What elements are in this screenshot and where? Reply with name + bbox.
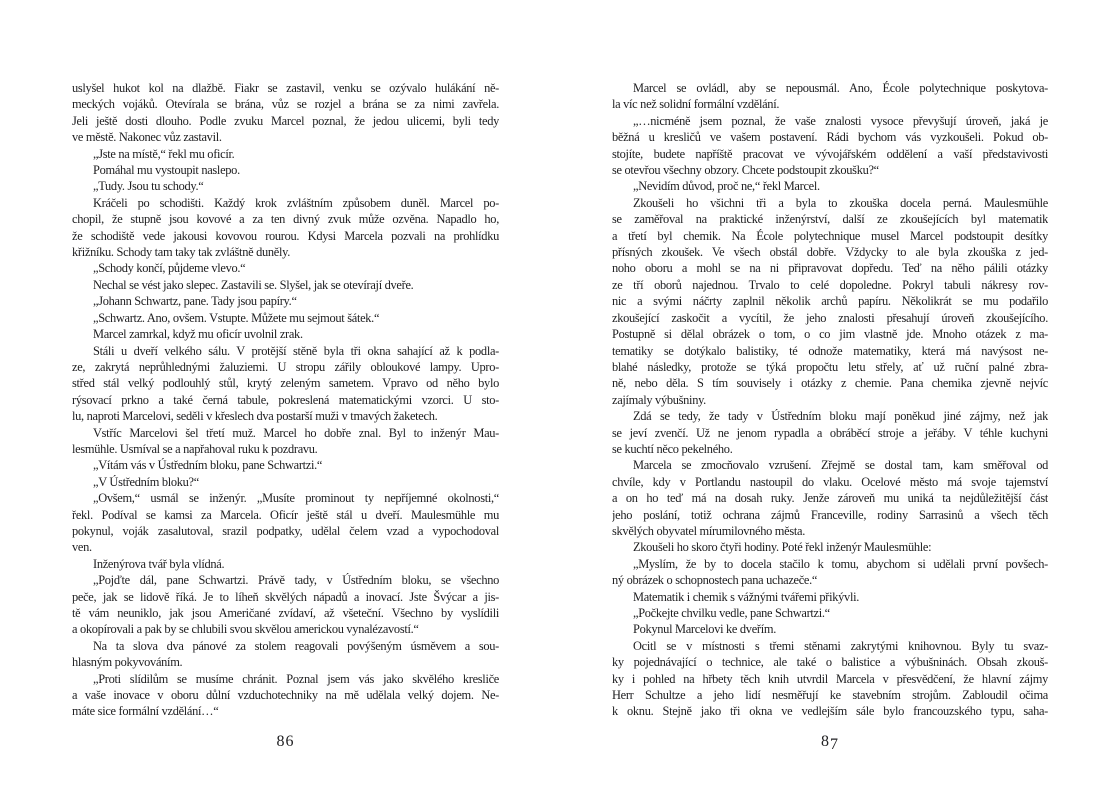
- right-page: [612, 0, 1048, 800]
- text-line: zajímaly výbušniny.: [612, 392, 706, 407]
- text-line: Zkoušeli ho skoro čtyři hodiny. Poté řekl inženýr Maulesmühle:: [633, 540, 932, 555]
- text-line: blahé následky, protože se týká propočtu letu střely, ať už ruční palné zbra-: [612, 359, 1048, 374]
- text-line: lu, naproti Marcelovi, seděli v křeslech dva postarší muži v tmavých žaketech.: [72, 409, 438, 424]
- text-line: Zdá se tedy, že tady v Ústředním bloku mají poněkud jiné zájmy, než jak: [633, 409, 1048, 424]
- text-line: ky pojednávající o technice, ale také o balistice a výbušninách. Obsah zkouš-: [612, 655, 1048, 670]
- text-line: Jeli ještě dosti dlouho. Podle zvuku Marcel poznal, že jedou ulicemi, byli tedy: [72, 113, 499, 128]
- text-line: „Tudy. Jsou tu schody.“: [93, 179, 204, 194]
- text-line: „Počkejte chvilku vedle, pane Schwartzi.“: [633, 606, 830, 620]
- text-line: Na ta slova dva pánové za stolem reagovali povýšeným úsměvem a sou-: [93, 638, 499, 653]
- text-line: la víc než solidní formální vzdělání.: [612, 97, 780, 112]
- text-line: a on ho teď má na dosah ruky. Jenže zároveň mu uniká ta nejdůležitější část: [612, 491, 1048, 506]
- text-line: ky i pohled na hřbety těch knih utvrdil Marcela v přesvědčení, že hlavní zájmy: [612, 671, 1048, 686]
- text-line: ze tří oborů najednou. Trvalo to celé dopoledne. Pokryl tabuli nákresy rov-: [612, 277, 1048, 292]
- text-line: „Vítám vás v Ústředním bloku, pane Schwartzi.“: [93, 458, 323, 473]
- text-line: a třetí byl chemik. Na École polytechnique musel Marcel podstoupit desítky: [612, 228, 1048, 243]
- text-line: Stáli u dveří velkého sálu. V protější stěně byla tři okna sahající až k podla-: [93, 343, 499, 358]
- text-line: máte sice formální vzdělání…“: [72, 704, 219, 719]
- text-line: rýsovací prkno a také černá tabule, pokreslená matematickými vzorci. U sto-: [72, 392, 499, 407]
- text-line: „Schwartz. Ano, ovšem. Vstupte. Můžete mu sejmout šátek.“: [93, 310, 380, 325]
- text-line: ně, nebo děla. S tím souvisely i otázky z chemie. Pana chemika zjevně nejvíc: [612, 376, 1048, 391]
- text-line: ve městě. Nakonec vůz zastavil.: [72, 130, 222, 145]
- text-line: chvíle, kdy v Portlandu nastoupil do vlaku. Ocelové město má svoje tajemství: [612, 474, 1048, 489]
- text-line: „Pojďte dál, pane Schwartzi. Právě tady, v Ústředním bloku, se všechno: [93, 573, 499, 588]
- text-line: Inženýrova tvář byla vlídná.: [93, 556, 225, 571]
- text-line: „V Ústředním bloku?“: [93, 474, 199, 489]
- text-line: Postupně si dělal obrázek o tom, o co jim vlastně jde. Mnoho otázek z ma-: [612, 327, 1048, 342]
- text-line: křižníku. Schody tam taky tak zvláštně duněly.: [72, 245, 291, 260]
- text-line: „Johann Schwartz, pane. Tady jsou papíry.“: [93, 294, 297, 309]
- text-line: se otevřou všechny obzory. Chcete podstoupit zkoušku?“: [612, 163, 879, 178]
- text-line: a vaše inovace v oboru důlní vzduchotechniky na mě udělala velký dojem. Ne-: [72, 688, 499, 703]
- text-line: „Nevidím důvod, proč ne,“ řekl Marcel.: [633, 179, 820, 194]
- text-line: „Schody končí, půjdeme vlevo.“: [93, 261, 246, 276]
- text-line: zkoušející zaskočit a vycítil, že jeho znalosti přesahují úroveň zkoušejícího.: [612, 310, 1048, 325]
- text-line: se jeví zvenčí. Už ne jenom rypadla a obráběcí stroje a jeřáby. V téhle kuchyni: [612, 425, 1048, 440]
- text-line: tematiky se dotýkalo balistiky, té odnože matematiky, která má navýsost ne-: [612, 343, 1048, 358]
- text-line: stojíte, budete napříště pracovat ve vývojářském oddělení a vaší představivosti: [612, 146, 1048, 161]
- text-line: že schodiště vede jakousi kovovou rourou. Kdysi Marcela pozvali na prohlídku: [72, 228, 499, 243]
- text-line: noho oboru a mohl se na ni připravovat dopředu. Teď na něho pálili otázky: [612, 261, 1048, 276]
- text-line: „Jste na místě,“ řekl mu oficír.: [93, 146, 235, 161]
- text-line: Matematik i chemik s vážnými tvářemi přikývli.: [633, 589, 860, 604]
- text-line: Zkoušeli ho všichni tři a byla to zkouška docela perná. Maulesmühle: [633, 195, 1048, 210]
- left-page-number: 86: [276, 733, 295, 750]
- text-line: ze, zakrytá neprůhlednými žaluziemi. U stropu zářily obloukové lampy. Upro-: [72, 359, 499, 374]
- text-line: přísných zkoušek. Ve všech obstál dobře. Vždycky to ale byla zkouška z jed-: [612, 245, 1048, 260]
- text-line: k oknu. Stejně jako tři okna ve vedlejším sále bylo francouzského typu, saha-: [612, 704, 1048, 719]
- text-line: Vstříc Marcelovi šel třetí muž. Marcel ho dobře znal. Byl to inženýr Mau-: [93, 425, 499, 440]
- text-line: Ocitl se v místnosti s třemi stěnami zakrytými knihovnou. Byly tu svaz-: [633, 638, 1048, 653]
- text-line: Kráčeli po schodišti. Každý krok zvláštním způsobem duněl. Marcel po-: [93, 195, 499, 210]
- text-line: Herr Schultze a jeho lidí nesměřují ke stavebním strojům. Zabloudil očima: [612, 688, 1048, 703]
- text-line: uslyšel hukot kol na dlažbě. Fiakr se zastavil, venku se ozývalo hulákání ně-: [72, 81, 499, 95]
- text-line: řekl. Podíval se kamsi za Marcela. Oficír ještě stál u dveří. Maulesmühle mu: [72, 507, 499, 522]
- text-line: střed stál velký podlouhlý stůl, krytý zeleným sametem. Vpravo od něho bylo: [72, 376, 499, 391]
- text-line: „Myslím, že by to docela stačilo k tomu, abychom si udělali první povšech-: [633, 556, 1048, 571]
- text-line: jeho poslání, totiž ochrana zájmů Franceville, rodiny Sarrasinů a všech těch: [612, 507, 1048, 522]
- text-line: Marcel zamrkal, když mu oficír uvolnil zrak.: [93, 327, 303, 342]
- left-page-text: [72, 80, 499, 720]
- text-line: pokynul, voják zasalutoval, srazil podpatky, udělal čelem vzad a vypochodoval: [72, 523, 499, 538]
- left-page: [72, 0, 499, 800]
- text-line: „Proti slídilům se musíme chránit. Poznal jsem vás jako skvělého kresliče: [93, 671, 499, 686]
- text-line: lesmühle. Usmíval se a napřahoval ruku k pozdravu.: [72, 441, 318, 456]
- text-line: chopil, že stupně jsou kovové a za ten divný zvuk může ozvěna. Napadlo ho,: [72, 212, 499, 227]
- text-line: „Ovšem,“ usmál se inženýr. „Musíte prominout ty nepříjemné okolnosti,“: [93, 491, 499, 506]
- text-line: peče, jak se lidově říká. Je to líheň skvělých nápadů a inovací. Jste Švýcar a jis-: [72, 589, 499, 604]
- text-line: se kuchtí něco pekelného.: [612, 441, 733, 456]
- text-line: skvělých obyvatel mírumilovného města.: [612, 523, 806, 538]
- text-line: běžná u kresličů ve vašem postavení. Rádi bychom vás vyzkoušeli. Pokud ob-: [612, 130, 1048, 145]
- text-line: Marcel se ovládl, aby se nepousmál. Ano, École polytechnique poskytova-: [633, 81, 1048, 95]
- text-line: Nechal se vést jako slepec. Zastavili se. Slyšel, jak se otevírají dveře.: [93, 277, 414, 292]
- text-line: Marcela se zmocňovalo vzrušení. Zřejmě se dostal tam, kam směřoval od: [633, 458, 1048, 473]
- text-line: „…nicméně jsem poznal, že vaše znalosti vysoce převyšují úroveň, jaká je: [633, 113, 1048, 128]
- right-page-text: [612, 80, 1048, 720]
- text-line: se zaměřoval na praktické inženýrství, další ze zkoušejících byl matematik: [612, 212, 1048, 227]
- text-line: meckých vojáků. Otevírala se brána, vůz se rozjel a brána se za nimi zavřela.: [72, 97, 499, 112]
- right-page-number: 87: [821, 733, 839, 753]
- text-line: tě vám neuniklo, jak jsou Američané zvídaví, až všeteční. Všechno by vyslídili: [72, 606, 499, 620]
- text-line: ný obrázek o schopnostech pana uchazeče.“: [612, 573, 818, 588]
- text-line: a okopírovali a pak by se chlubili svou skvělou americkou vynalézavostí.“: [72, 622, 419, 637]
- text-line: hlasným pokyvováním.: [72, 655, 183, 670]
- text-line: nic a svými náčrty zaplnil několik archů papíru. Několikrát se mu podařilo: [612, 294, 1048, 309]
- text-line: ven.: [72, 540, 92, 555]
- text-line: Pokynul Marcelovi ke dveřím.: [633, 622, 777, 637]
- text-line: Pomáhal mu vystoupit naslepo.: [93, 163, 240, 178]
